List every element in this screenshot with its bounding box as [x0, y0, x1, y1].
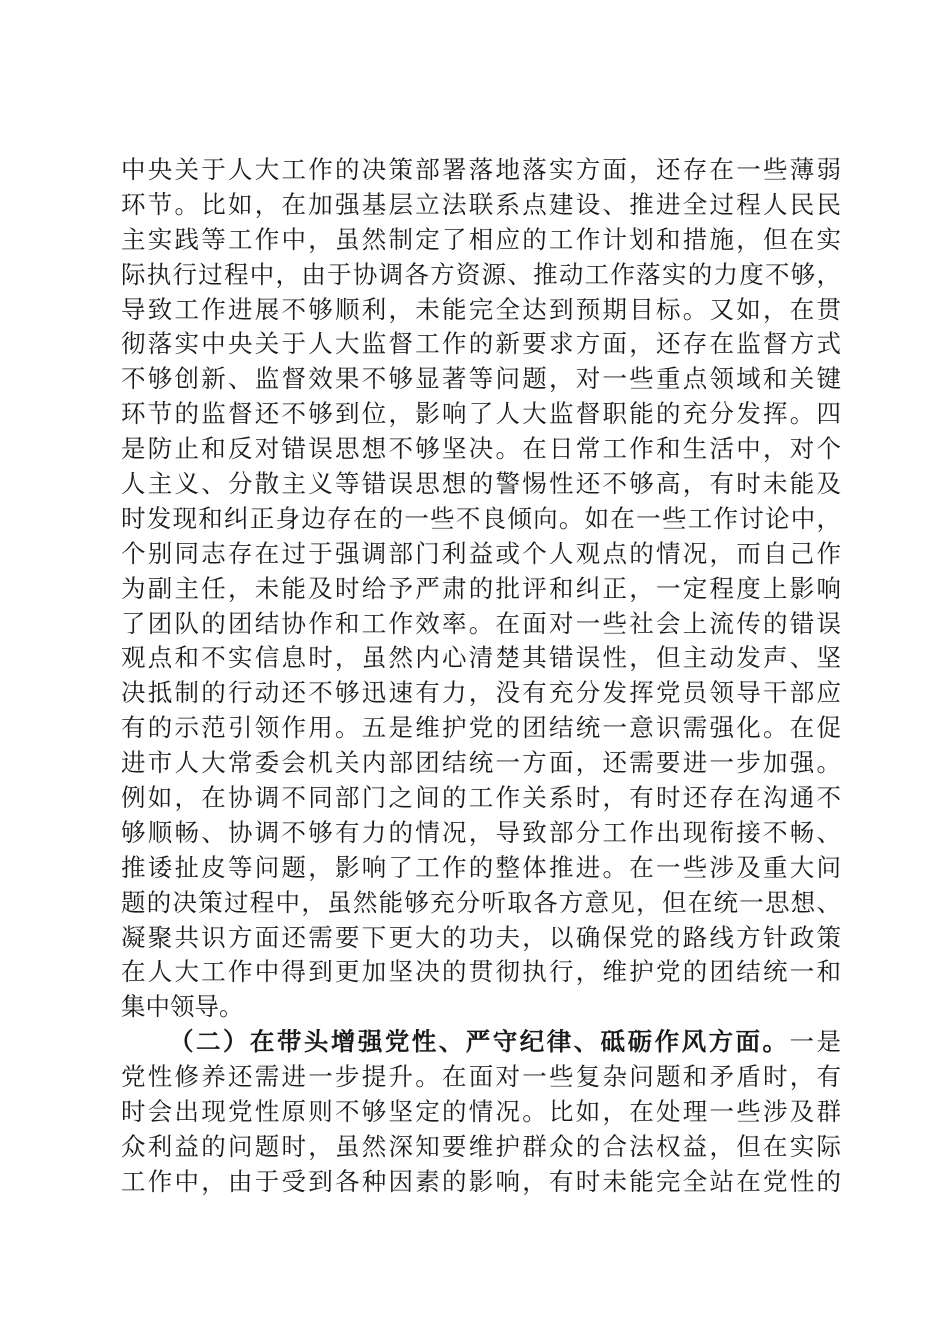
- paragraph-line: 众利益的问题时，虽然深知要维护群众的合法权益，但在实际: [121, 1131, 841, 1161]
- paragraph-line: 彻落实中央关于人大监督工作的新要求方面，还存在监督方式: [121, 329, 841, 359]
- paragraph-line: 是防止和反对错误思想不够坚决。在日常工作和生活中，对个: [121, 434, 841, 464]
- paragraph-line: 决抵制的行动还不够迅速有力，没有充分发挥党员领导干部应: [121, 678, 841, 708]
- section-heading-line: [121, 1025, 841, 1060]
- paragraph-line: 在人大工作中得到更加坚决的贯彻执行，维护党的团结统一和: [121, 957, 841, 987]
- paragraph-line: 进市人大常委会机关内部团结统一方面，还需要进一步加强。: [121, 748, 841, 778]
- paragraph-line: 例如，在协调不同部门之间的工作关系时，有时还存在沟通不: [121, 783, 841, 813]
- paragraph-line: 环节的监督还不够到位，影响了人大监督职能的充分发挥。四: [121, 399, 841, 429]
- paragraph-line: 时发现和纠正身边存在的一些不良倾向。如在一些工作讨论中，: [121, 503, 841, 533]
- paragraph-line: 导致工作进展不够顺利，未能完全达到预期目标。又如，在贯: [121, 294, 841, 324]
- paragraph-line: 时会出现党性原则不够坚定的情况。比如，在处理一些涉及群: [121, 1097, 841, 1127]
- paragraph-line: 中央关于人大工作的决策部署落地落实方面，还存在一些薄弱: [121, 155, 841, 184]
- paragraph-line: 有的示范引领作用。五是维护党的团结统一意识需强化。在促: [121, 713, 841, 743]
- paragraph-line: 主实践等工作中，虽然制定了相应的工作计划和措施，但在实: [121, 224, 841, 254]
- paragraph-line: 凝聚共识方面还需要下更大的功夫，以确保党的路线方针政策: [121, 922, 841, 952]
- paragraph-line: 工作中，由于受到各种因素的影响，有时未能完全站在党性的: [121, 1166, 841, 1196]
- paragraph-line: 推诿扯皮等问题，影响了工作的整体推进。在一些涉及重大问: [121, 852, 841, 882]
- section-heading-continuation: 一是: [789, 1027, 842, 1057]
- paragraph-line: 党性修养还需进一步提升。在面对一些复杂问题和矛盾时，有: [121, 1062, 841, 1092]
- section-heading: （二）在带头增强党性、严守纪律、砥砺作风方面。: [169, 1027, 790, 1057]
- paragraph-line: 际执行过程中，由于协调各方资源、推动工作落实的力度不够，: [121, 259, 841, 289]
- paragraph-line: 不够创新、监督效果不够显著等问题，对一些重点领域和关键: [121, 364, 841, 394]
- paragraph-line: 为副主任，未能及时给予严肃的批评和纠正，一定程度上影响: [121, 573, 841, 603]
- paragraph-line: 集中领导。: [121, 992, 244, 1022]
- paragraph-line: 够顺畅、协调不够有力的情况，导致部分工作出现衔接不畅、: [121, 817, 841, 847]
- paragraph-line: 观点和不实信息时，虽然内心清楚其错误性，但主动发声、坚: [121, 643, 841, 673]
- paragraph-line: 人主义、分散主义等错误思想的警惕性还不够高，有时未能及: [121, 469, 841, 499]
- paragraph-line: 了团队的团结协作和工作效率。在面对一些社会上流传的错误: [121, 608, 841, 638]
- paragraph-line: 题的决策过程中，虽然能够充分听取各方意见，但在统一思想、: [121, 887, 841, 917]
- body-text: [121, 153, 841, 1200]
- paragraph-line: 环节。比如，在加强基层立法联系点建设、推进全过程人民民: [121, 189, 841, 219]
- paragraph-line: 个别同志存在过于强调部门利益或个人观点的情况，而自己作: [121, 538, 841, 568]
